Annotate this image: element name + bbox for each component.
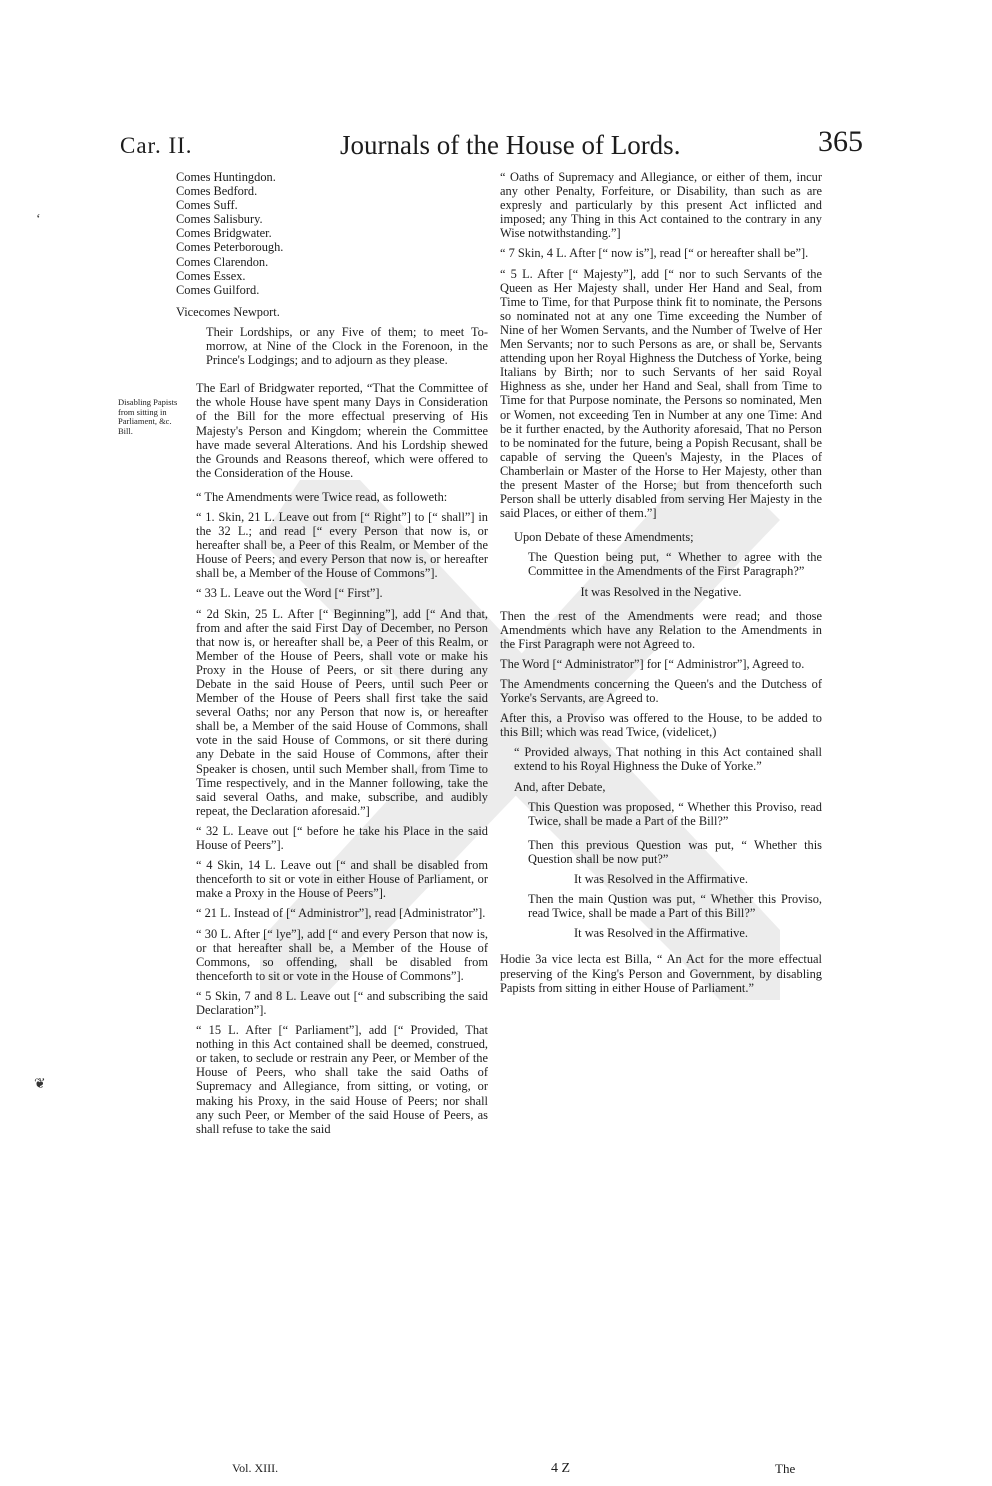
left-column: [116, 170, 488, 1142]
amendment: “ 5 Skin, 7 and 8 L. Leave out [“ and subscribing the said Declaration”].: [196, 988, 488, 1017]
margin-mark: ‘: [36, 212, 41, 227]
paragraph: After this, a Proviso was offered to the House, to be added to this Bill; which was read Twice, (videlicet,): [500, 711, 822, 740]
question: This Question was proposed, “ Whether this Proviso, read Twice, shall be made a Part of the Bill?”: [528, 799, 822, 828]
proviso: “ Provided always, That nothing in this Act contained shall extend to his Royal Highness the Duke of Yorke.”: [514, 745, 822, 774]
amendment: “ 5 L. After [“ Majesty”], add [“ nor to such Servants of the Queen as Her Majesty shall, under Her Hand and Seal, from Time to Time, for that Purpose think fit to nominate, the Persons so nominated not at any one Time exceeding the Number of Nine of her Women Servants, and the Number of Twelve of Her Men Servants; nor to such Persons as are, or shall be, Servants attending upon her Royal Highness the Dutchess of Yorke, being Italians by Birth; nor to such Servants of her said Royal Highness as she, under her Hand and Seal, shall from Time to Time for that Purpose nominate, the Persons so nominated, Men or Women, not exceeding Ten in Number at any one Time: And be it further enacted, by the Authority aforesaid, That no Person to be nominated for the future, being a Popish Recusant, shall be capable of serving the Queen's Majesty, in the Places of Chamberlain or Master of the Horse to Her Majesty, other than the present Master of the Horse; but from thenceforth such Person shall be utterly disabled from serving Her Majesty in the said Places, or either of them.”]: [500, 266, 822, 521]
header-title: Journals of the House of Lords.: [340, 130, 681, 160]
third-reading: Hodie 3a vice lecta est Billa, “ An Act for the more effectual preserving of the King's Person and Government, by disabling Papists from sitting in either House of Parliament.”: [500, 952, 822, 995]
viscount: Vicecomes Newport.: [176, 304, 280, 319]
meeting-note: Their Lordships, or any Five of them; to meet To-morrow, at Nine of the Clock in the Forenoon, in the Prince's Lodgings; and to adjourn as they please.: [206, 324, 488, 368]
list-item: Comes Bedford.: [176, 184, 258, 199]
list-item: Comes Huntingdon.: [176, 170, 276, 184]
margin-mark: ❦: [34, 1077, 46, 1092]
amendment: “ 30 L. After [“ lye”], add [“ and every Person that now is, or that hereafter shall be, a Member of the House of Commons, so offending, shall be disabled from thenceforth to sit or vote in the House of Commons”].: [196, 926, 488, 983]
paragraph: Then the rest of the Amendments were read; and those Amendments which have any Relation to the Amendments in the First Paragraph were not Agreed to.: [500, 608, 822, 651]
signature-mark: 4 Z: [551, 1461, 571, 1476]
amendment: “ 1. Skin, 21 L. Leave out from [“ Right”] to [“ shall”] in the 32 L.; and read [“ every Person that now is, or hereafter shall be, a Peer of this Realm, or Member of the House of Peers; and every Person that now is, or hereafter shall be, a Member of the House of Commons”].: [196, 509, 488, 581]
question: Then the main Qustion was put, “ Whether this Proviso, read Twice, shall be made a Part of this Bill?”: [528, 892, 822, 921]
list-item: Comes Bridgwater.: [176, 226, 272, 241]
amendment: “ 32 L. Leave out [“ before he take his Place in the said House of Peers”].: [196, 823, 488, 853]
amendment: “ 7 Skin, 4 L. After [“ now is”], read [“ or hereafter shall be”].: [500, 246, 809, 261]
amendment-continuation: “ Oaths of Supremacy and Allegiance, or either of them, incur any other Penalty, Forfeiture, or Disability, than such as are expresly and particularly by this present Act inflicted and imposed; any Thing in this Act contained to the contrary in any Wise notwithstanding.”]: [500, 170, 822, 241]
amendment: “ 21 L. Instead of [“ Administror”], read [Administrator”].: [196, 906, 486, 921]
committee-list: [176, 170, 488, 297]
paragraph: The Amendments concerning the Queen's and the Dutchess of Yorke's Servants, are Agreed to.: [500, 677, 822, 706]
resolution: It was Resolved in the Affirmative.: [574, 926, 748, 941]
header-reign: Car. II.: [120, 133, 193, 158]
paragraph: The Word [“ Administrator”] for [“ Administror”], Agreed to.: [500, 656, 805, 671]
amendment: “ 2d Skin, 25 L. After [“ Beginning”], add [“ And that, from and after the said First Day of December, no Person that now is, or hereafter shall be, a Peer of this Realm, or Member of the House of Peers, shall vote or make his Proxy in the House of Peers, or sit there during any Debate in the said House of Peers, until such Peer or Member of the House of Peers shall first take the said several Oaths; nor any Person that now is, or hereafter shall be, a Member of the said House of Commons, shall vote in the said House of Commons, or sit there during any Debate in the said House of Commons, after their Speaker is chosen, until such Member shall, from Time to Time respectively, and in the Manner following, take the said several Oaths, and make, subscribe, and audibly repeat, the Declaration aforesaid.”]: [196, 606, 488, 818]
list-item: Comes Essex.: [176, 268, 246, 283]
resolution: It was Resolved in the Negative.: [580, 584, 742, 599]
catchword: The: [775, 1461, 796, 1476]
question: The Question being put, “ Whether to agree with the Committee in the Amendments of the First Paragraph?”: [528, 550, 822, 579]
list-item: Comes Salisbury.: [176, 212, 263, 227]
amendment: “ 4 Skin, 14 L. Leave out [“ and shall be disabled from thenceforth to sit or vote in either House of Parliament, or make a Proxy in the House of Peers”].: [196, 858, 488, 901]
report-paragraph: The Earl of Bridgwater reported, “That the Committee of the whole House have spent many Days in Consideration of the Bill for the more effectual preserving of His Majesty's Person and Kingdom; wherein the Committee have made several Alterations. And his Lordship shewed the Grounds and Reasons thereof, which were offered to the Consideration of the House.: [196, 381, 488, 480]
paragraph: And, after Debate,: [514, 779, 606, 794]
amendment: “ 33 L. Leave out the Word [“ First”].: [196, 586, 383, 601]
list-item: Comes Peterborough.: [176, 240, 284, 255]
list-item: Comes Clarendon.: [176, 254, 269, 269]
resolution: It was Resolved in the Affirmative.: [574, 872, 748, 887]
page-number: 365: [818, 125, 863, 158]
question: Then this previous Question was put, “ Whether this Question shall be now put?”: [528, 837, 822, 866]
list-item: Comes Guilford.: [176, 282, 260, 297]
list-item: Comes Suff.: [176, 198, 238, 213]
amendment: “ 15 L. After [“ Parliament”], add [“ Provided, That nothing in this Act contained shall be deemed, construed, or taken, to seclude or restrain any Peer, or Member of the House of Peers, who shall take the said Oaths of Supremacy and Allegiance, from sitting, or voting, or making his Proxy, in the said House of Peers; nor shall any such Peer, or Member of the said House of Peers, as shall refuse to take the said: [196, 1023, 488, 1136]
margin-note: Disabling Papists from sitting in Parliament, &c. Bill.: [118, 397, 178, 436]
right-column: [500, 170, 822, 1001]
debate-line: Upon Debate of these Amendments;: [514, 530, 694, 545]
volume-label: Vol. XIII.: [232, 1461, 279, 1475]
amendments-intro: “ The Amendments were Twice read, as followeth:: [196, 489, 448, 504]
